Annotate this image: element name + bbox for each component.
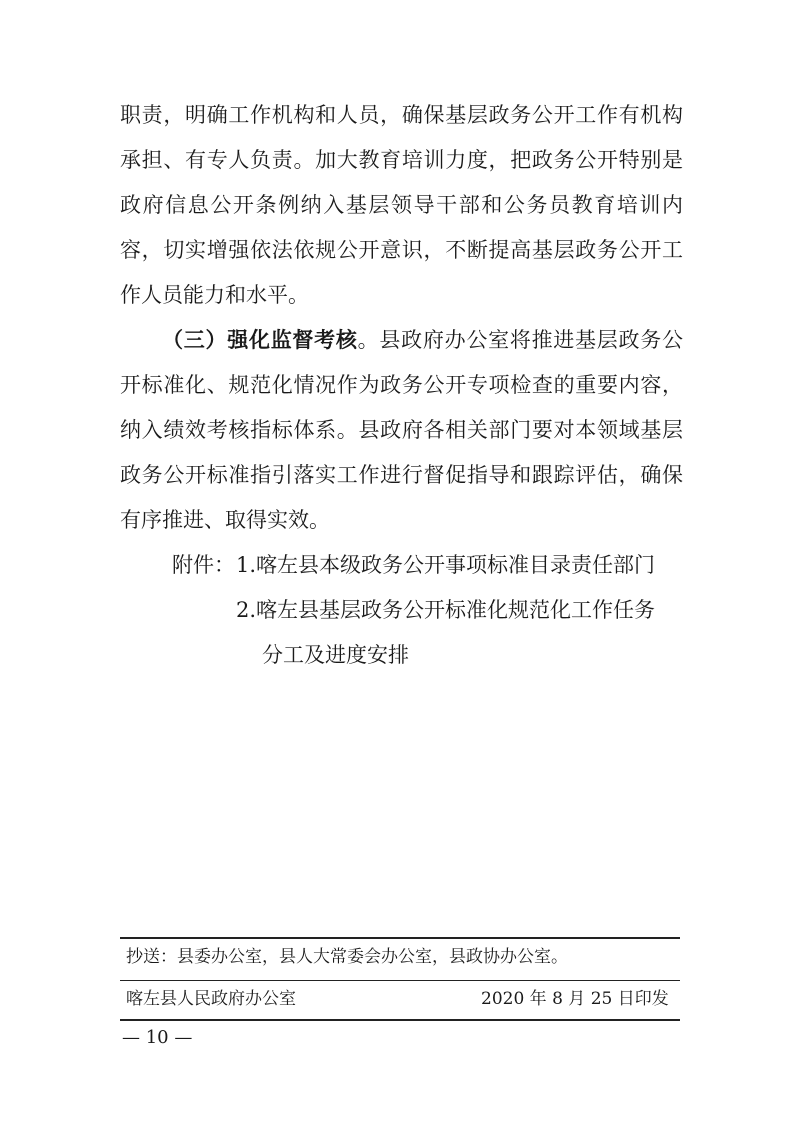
attachment-item-continuation: 分工及进度安排 bbox=[262, 643, 409, 667]
footer-top-rule bbox=[120, 937, 680, 939]
attachment-item: 2.喀左县基层政务公开标准化规范化工作任务 bbox=[236, 598, 656, 622]
attachment-item: 1.喀左县本级政务公开事项标准目录责任部门 bbox=[236, 553, 656, 577]
cc-line: 抄送：县委办公室，县人大常委会办公室，县政协办公室。 bbox=[126, 947, 568, 967]
body-text-line: 政府信息公开条例纳入基层领导干部和公务员教育培训内 bbox=[120, 193, 683, 217]
section-paragraph-first-line bbox=[162, 326, 683, 354]
body-text-line: 作人员能力和水平。 bbox=[120, 283, 309, 307]
footer-middle-rule bbox=[120, 980, 680, 981]
body-text-line: 容，切实增强依法依规公开意识，不断提高基层政务公开工 bbox=[120, 238, 683, 262]
body-text-line: 有序推进、取得实效。 bbox=[120, 508, 330, 532]
body-text-line: 纳入绩效考核指标体系。县政府各相关部门要对本领域基层 bbox=[120, 418, 683, 442]
page-number: — 10 — bbox=[122, 1027, 193, 1048]
body-text-line: 职责，明确工作机构和人员，确保基层政务公开工作有机构 bbox=[120, 103, 683, 127]
issue-date: 2020 年 8 月 25 日印发 bbox=[481, 989, 669, 1009]
section-heading: （三）强化监督考核 bbox=[162, 327, 358, 352]
body-text-line: 。县政府办公室将推进基层政务公 bbox=[357, 328, 684, 352]
attachment-label: 附件： bbox=[172, 553, 235, 577]
footer-bottom-rule bbox=[120, 1019, 680, 1021]
issuer-name: 喀左县人民政府办公室 bbox=[126, 989, 296, 1009]
body-text-line: 承担、有专人负责。加大教育培训力度，把政务公开特别是 bbox=[120, 148, 683, 172]
body-text-line: 政务公开标准指引落实工作进行督促指导和跟踪评估，确保 bbox=[120, 463, 683, 487]
body-text-line: 开标准化、规范化情况作为政务公开专项检查的重要内容， bbox=[120, 373, 683, 397]
